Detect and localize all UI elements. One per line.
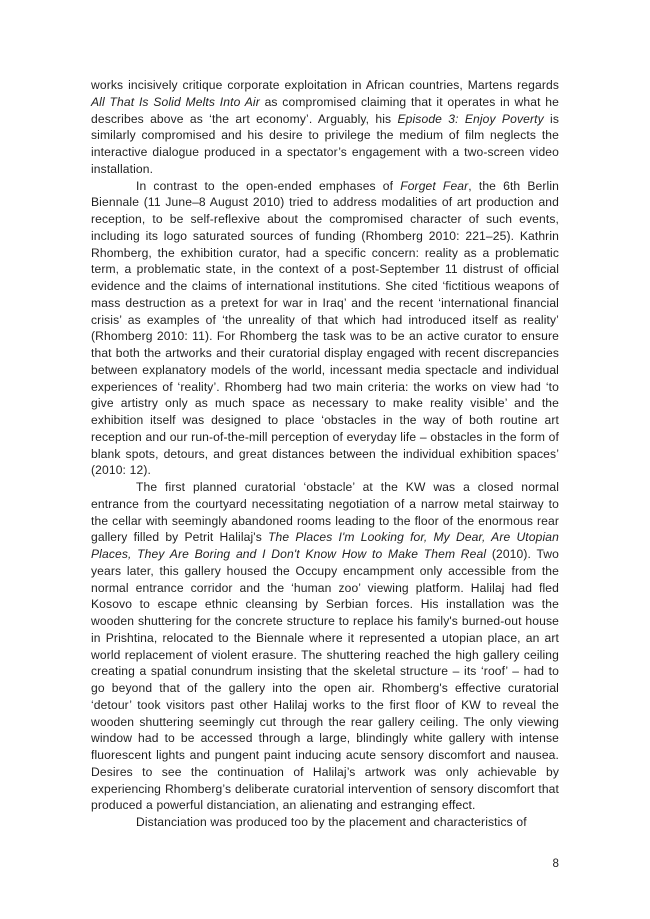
body-text-column [91, 77, 559, 831]
italic-title: All That Is Solid Melts Into Air [91, 94, 260, 109]
italic-title: Forget Fear [400, 178, 469, 193]
page-number: 8 [552, 857, 559, 870]
italic-title: Episode 3: Enjoy Poverty [397, 111, 544, 126]
paragraph: The first planned curatorial ‘obstacle’ at the KW was a closed normal entrance from the courtyard necessitating negotiation of a narrow metal stairway to the cellar with seemingly abandoned rooms leading to the floor of the enormous rear gallery filled by Petrit Halilaj's The Places I'm Looking for, My Dear, Are Utopian Places, They Are Boring and I Don't Know How to Make Them Real (2010). Two years later, this gallery housed the Occupy encampment only accessible from the normal entrance corridor and the ‘human zoo’ viewing platform. Halilaj had fled Kosovo to escape ethnic cleansing by Serbian forces. His installation was the wooden shuttering for the concrete structure to replace his family's burned-out house in Prishtina, relocated to the Biennale where it represented a utopian place, an art world replacement of violent erasure. The shuttering reached the high gallery ceiling creating a spatial conundrum insisting that the skeletal structure – its ‘roof’ – had to go beyond that of the gallery into the open air. Rhomberg's effective curatorial ‘detour’ took visitors past other Halilaj works to the first floor of KW to reveal the wooden shuttering seemingly cut through the rear gallery ceiling. The only viewing window had to be accessed through a large, blindingly white gallery with intense fluorescent lights and pungent paint inducing acute sensory discomfort and nausea. Desires to see the continuation of Halilaj’s artwork was only achievable by experiencing Rhomberg’s deliberate curatorial intervention of sensory discomfort that produced a powerful distanciation, an alienating and estranging effect. [91, 480, 559, 813]
italic-title: The Places I'm Looking for, My Dear, Are Utopian Places, They Are Boring and I Don't Know How to Make Them Real [91, 530, 559, 561]
paragraph: works incisively critique corporate exploitation in African countries, Martens regards All That Is Solid Melts Into Air as compromised claiming that it operates in what he describes above as ‘the art economy’. Arguably, his Episode 3: Enjoy Poverty is similarly compromised and his desire to privilege the medium of film neglects the interactive dialogue produced in a spectator’s engagement with a two-screen video installation. [91, 78, 559, 176]
paragraph: In contrast to the open-ended emphases of Forget Fear, the 6th Berlin Biennale (11 June–8 August 2010) tried to address modalities of art production and reception, to be self-reflexive about the compromised character of such events, including its logo saturated sources of funding (Rhomberg 2010: 221–25). Kathrin Rhomberg, the exhibition curator, had a specific concern: reality as a problematic term, a problematic state, in the context of a post-September 11 distrust of official evidence and the claims of international institutions. She cited ‘fictitious weapons of mass destruction as a pretext for war in Iraq’ and the recent ‘international financial crisis’ as examples of ‘the unreality of that which had introduced itself as reality’ (Rhomberg 2010: 11). For Rhomberg the task was to be an active curator to ensure that both the artworks and their curatorial display engaged with recent discrepancies between explanatory models of the world, incessant media spectacle and individual experiences of ‘reality’. Rhomberg had two main criteria: the works on view had ‘to give artistry only as much space as necessary to make reality visible’ and the exhibition itself was designed to place ‘obstacles in the way of both routine art reception and our run-of-the-mill perception of everyday life – obstacles in the form of blank spots, detours, and great distances between the individual exhibition spaces’ (2010: 12). [91, 178, 559, 478]
paragraph: Distanciation was produced too by the placement and characteristics of [136, 815, 527, 829]
